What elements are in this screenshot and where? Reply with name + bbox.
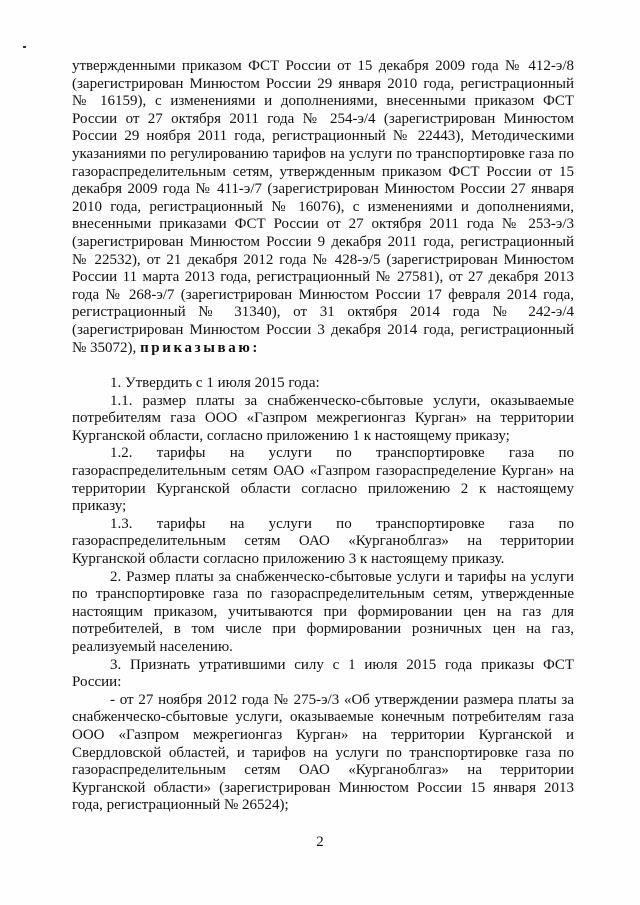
intro-text: утвержденными приказом ФСТ России от 15 декабря 2009 года № 412-э/8 (зарегистрирован Минюстом России 29 января 2010 года, регистрационный № 16159), с изменениями и дополнениями, внесенными приказом ФСТ России от 27 октября 2011 года № 254-э/4 (зарегистрирован Минюстом России 29 ноября 2011 года, регистрационный № 22443), Методическими указаниями по регулированию тарифов на услуги по транспортировке газа по газораспределительным сетям, утвержденным приказом ФСТ России от 15 декабря 2009 года № 411-э/7 (зарегистрирован Минюстом России 27 января 2010 года, регистрационный № 16076), с изменениями и дополнениями, внесенными приказами ФСТ России от 27 октября 2011 года № 253-э/3 (зарегистрирован Минюстом России 9 декабря 2011 года, регистрационный № 22532), от 21 декабря 2012 года № 428-э/5 (зарегистрирован Минюстом России 11 марта 2013 года, регистрационный № 27581), от 27 декабря 2013 года № 268-э/7 (зарегистрирован Минюстом России 17 февраля 2014 года, регистрационный № 31340), от 31 октября 2014 года № 242-э/4 (зарегистрирован Минюстом России 3 декабря 2014 года, регистрационный № 35072),	[72, 58, 574, 356]
paragraph-1-1: 1.1. размер платы за снабженческо-сбытовые услуги, оказываемые потребителям газа ООО «Газпром межрегионгаз Курган» на территории Курганской области, согласно приложению 1 к настоящему приказу;	[72, 392, 574, 444]
page-number: 2	[316, 834, 324, 850]
paragraph-3: 3. Признать утратившими силу с 1 июля 2015 года приказы ФСТ России:	[72, 656, 574, 691]
document-body	[72, 58, 574, 815]
paragraph-1: 1. Утвердить с 1 июля 2015 года:	[110, 375, 320, 392]
order-word: приказываю:	[140, 339, 261, 356]
paragraph-2: 2. Размер платы за снабженческо-сбытовые услуги и тарифы на услуги по транспортировке газа по газораспределительным сетям, утвержденные настоящим приказом, учитываются при формировании цен на газ для потребителей, в том числе при формировании розничных цен на газ, реализуемый населению.	[72, 568, 574, 655]
intro-paragraph	[72, 58, 574, 357]
scan-mark	[23, 46, 26, 48]
paragraph-1-3: 1.3. тарифы на услуги по транспортировке газа по газораспределительным сетям ОАО «Курганоблгаз» на территории Курганской области согласно приложению 3 к настоящему приказу.	[72, 515, 574, 568]
paragraph-3-item-1: - от 27 ноября 2012 года № 275-э/3 «Об утверждении размера платы за снабженческо-сбытовые услуги, оказываемые конечным потребителям газа ООО «Газпром межрегионгаз Курган» на территории Курганской и Свердловской областей, и тарифов на услуги по транспортировке газа по газораспределительным сетям ОАО «Курганоблгаз» на территории Курганской области» (зарегистрирован Минюстом России 15 января 2013 года, регистрационный № 26524);	[72, 691, 574, 814]
paragraph-1-2: 1.2. тарифы на услуги по транспортировке газа по газораспределительным сетям ОАО «Газпром газораспределение Курган» на территории Курганской области согласно приложению 2 к настоящему приказу;	[72, 445, 574, 515]
